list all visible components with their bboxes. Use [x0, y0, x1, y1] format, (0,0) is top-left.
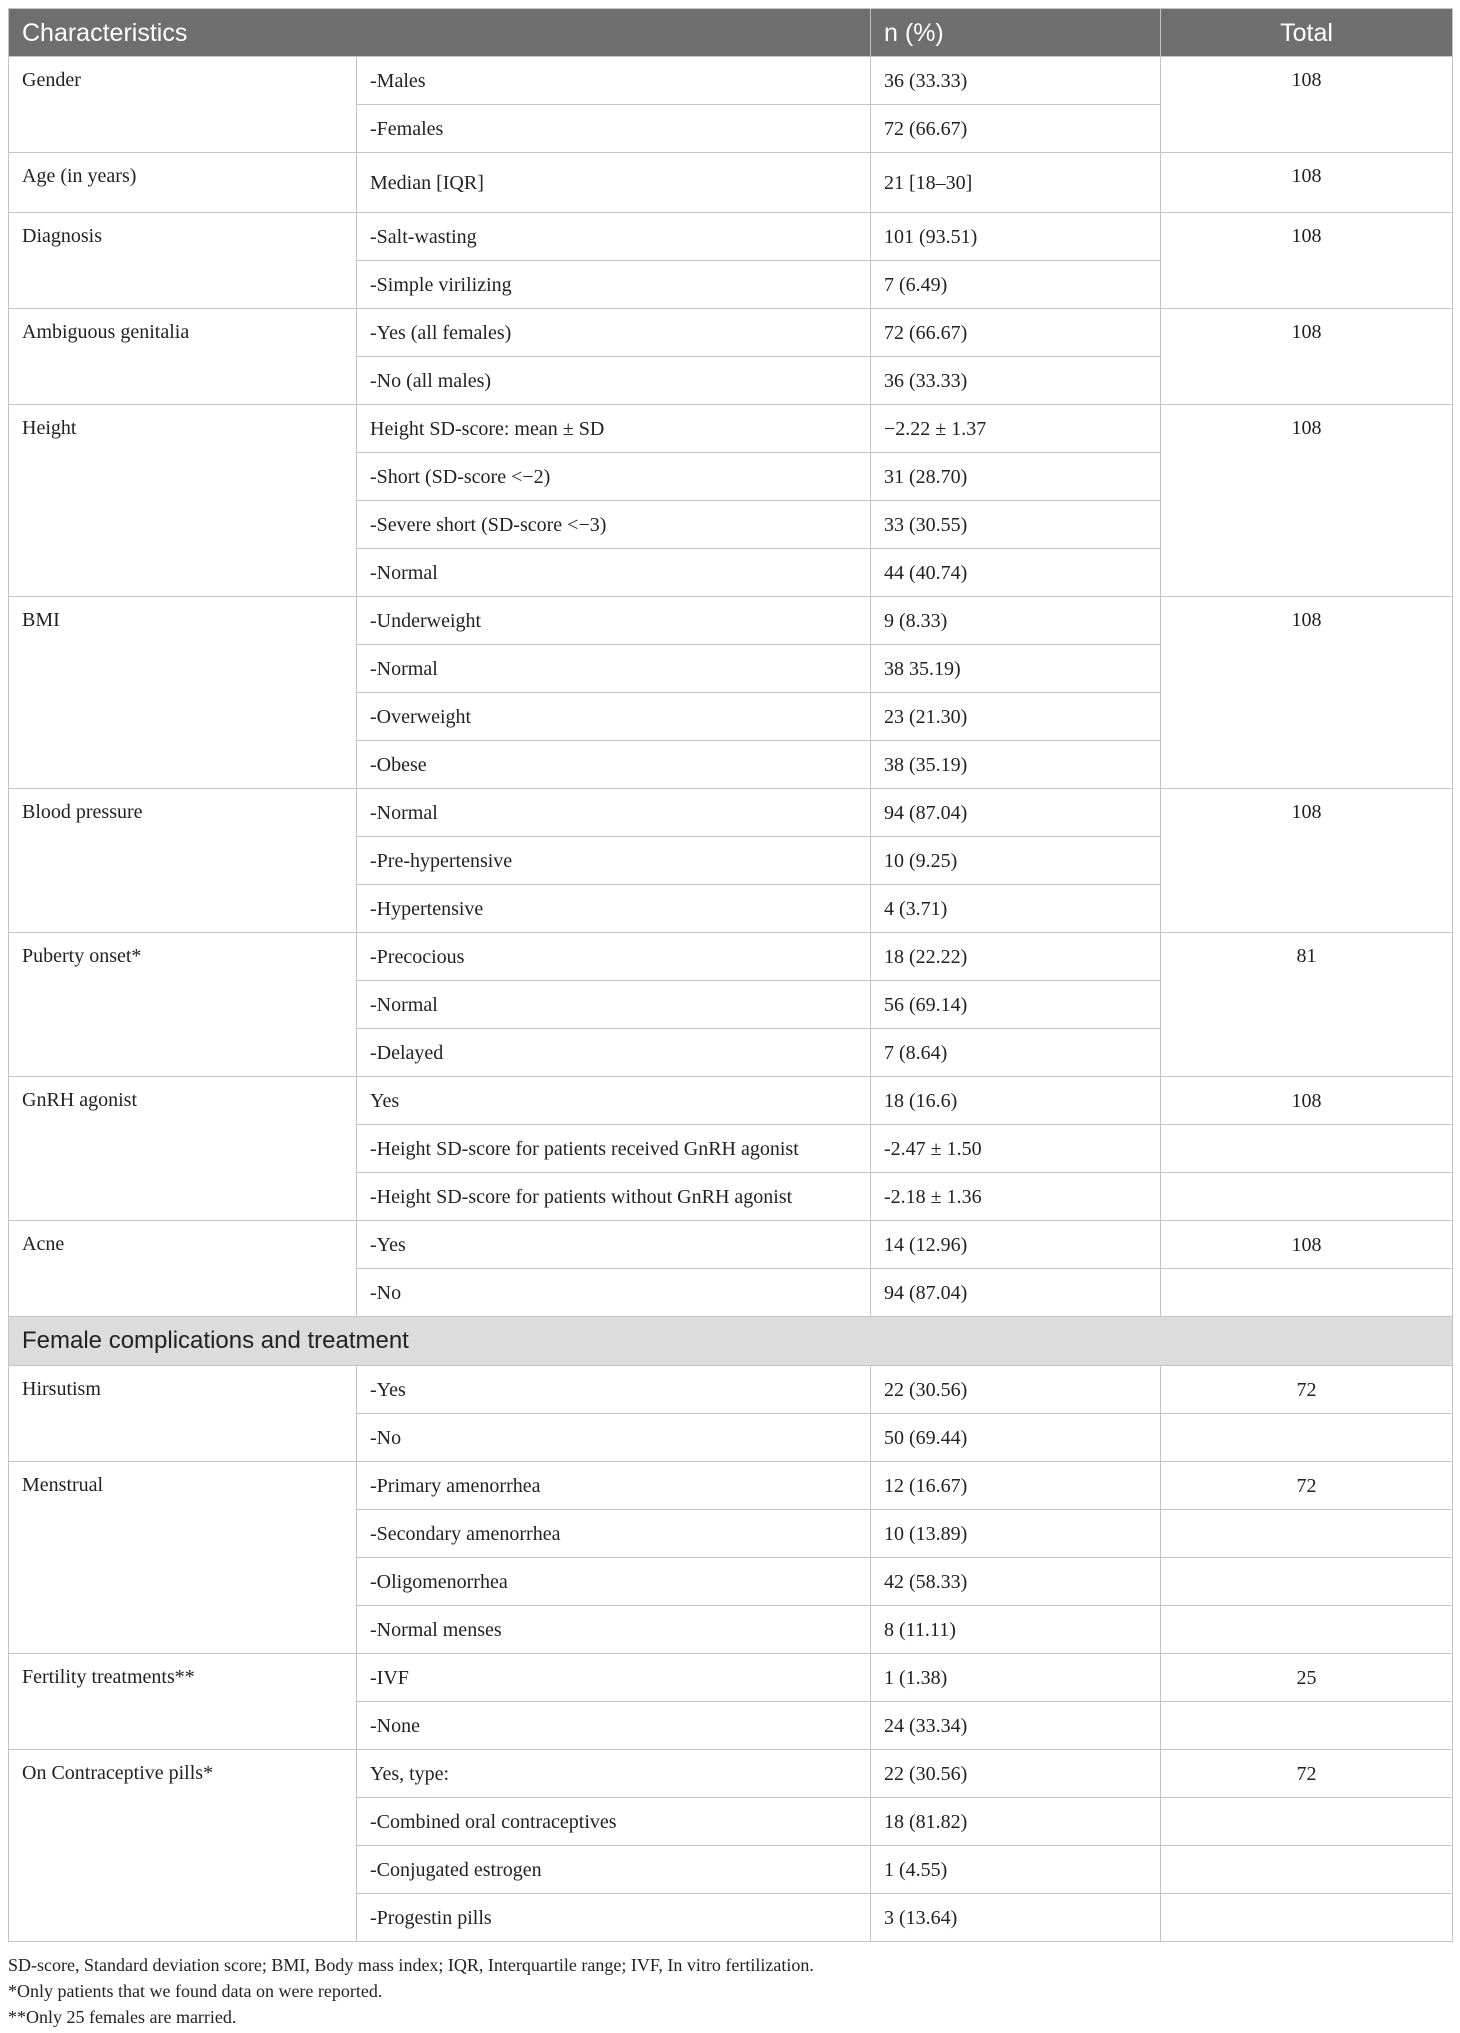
n-percent-cell: 1 (4.55)	[871, 1846, 1161, 1894]
total-cell	[1161, 1702, 1453, 1750]
n-percent-cell: 72 (66.67)	[871, 105, 1161, 153]
subcategory-cell: -Pre-hypertensive	[357, 837, 871, 885]
total-cell: 108	[1161, 309, 1453, 405]
n-percent-cell: 23 (21.30)	[871, 693, 1161, 741]
table-row	[9, 405, 1453, 453]
n-percent-cell: 24 (33.34)	[871, 1702, 1161, 1750]
characteristic-label: Puberty onset*	[9, 933, 357, 1077]
total-cell: 72	[1161, 1462, 1453, 1510]
header-total: Total	[1161, 9, 1453, 57]
n-percent-cell: 22 (30.56)	[871, 1750, 1161, 1798]
n-percent-cell: 18 (81.82)	[871, 1798, 1161, 1846]
n-percent-cell: 12 (16.67)	[871, 1462, 1161, 1510]
n-percent-cell: 36 (33.33)	[871, 57, 1161, 105]
subcategory-cell: -Simple virilizing	[357, 261, 871, 309]
n-percent-cell: 7 (6.49)	[871, 261, 1161, 309]
subcategory-cell: -Normal	[357, 549, 871, 597]
subcategory-cell: -Normal menses	[357, 1606, 871, 1654]
subcategory-cell: -IVF	[357, 1654, 871, 1702]
n-percent-cell: 18 (22.22)	[871, 933, 1161, 981]
table-row	[9, 597, 1453, 645]
table-row	[9, 1077, 1453, 1125]
table-row	[9, 153, 1453, 213]
subcategory-cell: -Normal	[357, 789, 871, 837]
table-header-row	[9, 9, 1453, 57]
characteristic-label: Diagnosis	[9, 213, 357, 309]
subcategory-cell: -Precocious	[357, 933, 871, 981]
n-percent-cell: 31 (28.70)	[871, 453, 1161, 501]
n-percent-cell: 44 (40.74)	[871, 549, 1161, 597]
characteristic-label: Fertility treatments**	[9, 1654, 357, 1750]
n-percent-cell: 1 (1.38)	[871, 1654, 1161, 1702]
characteristic-label: Gender	[9, 57, 357, 153]
subcategory-cell: -Females	[357, 105, 871, 153]
total-cell: 25	[1161, 1654, 1453, 1702]
total-cell	[1161, 1510, 1453, 1558]
characteristic-label: Ambiguous genitalia	[9, 309, 357, 405]
subcategory-cell: -Secondary amenorrhea	[357, 1510, 871, 1558]
n-percent-cell: 94 (87.04)	[871, 789, 1161, 837]
total-cell	[1161, 1125, 1453, 1173]
subcategory-cell: -No (all males)	[357, 357, 871, 405]
total-cell: 108	[1161, 213, 1453, 309]
n-percent-cell: 101 (93.51)	[871, 213, 1161, 261]
subcategory-cell: -Short (SD-score <−2)	[357, 453, 871, 501]
n-percent-cell: 56 (69.14)	[871, 981, 1161, 1029]
section-header-row	[9, 1317, 1453, 1366]
table-row	[9, 57, 1453, 105]
n-percent-cell: 38 35.19)	[871, 645, 1161, 693]
subcategory-cell: -Overweight	[357, 693, 871, 741]
characteristic-label: Menstrual	[9, 1462, 357, 1654]
section-title: Female complications and treatment	[9, 1317, 1453, 1366]
n-percent-cell: 10 (9.25)	[871, 837, 1161, 885]
subcategory-cell: -Yes (all females)	[357, 309, 871, 357]
table-container	[8, 8, 1452, 2030]
n-percent-cell: 21 [18–30]	[871, 153, 1161, 213]
characteristics-table	[8, 8, 1453, 1942]
total-cell	[1161, 1798, 1453, 1846]
total-cell: 108	[1161, 1077, 1453, 1125]
table-row	[9, 1750, 1453, 1798]
total-cell: 72	[1161, 1750, 1453, 1798]
table-row	[9, 309, 1453, 357]
n-percent-cell: 50 (69.44)	[871, 1414, 1161, 1462]
subcategory-cell: -None	[357, 1702, 871, 1750]
subcategory-cell: -Underweight	[357, 597, 871, 645]
n-percent-cell: -2.18 ± 1.36	[871, 1173, 1161, 1221]
subcategory-cell: -Hypertensive	[357, 885, 871, 933]
characteristic-label: Acne	[9, 1221, 357, 1317]
total-cell	[1161, 1173, 1453, 1221]
subcategory-cell: -No	[357, 1414, 871, 1462]
total-cell: 108	[1161, 789, 1453, 933]
n-percent-cell: 9 (8.33)	[871, 597, 1161, 645]
n-percent-cell: 3 (13.64)	[871, 1894, 1161, 1942]
table-row	[9, 1221, 1453, 1269]
n-percent-cell: 36 (33.33)	[871, 357, 1161, 405]
n-percent-cell: 22 (30.56)	[871, 1366, 1161, 1414]
total-cell	[1161, 1414, 1453, 1462]
n-percent-cell: 14 (12.96)	[871, 1221, 1161, 1269]
total-cell: 108	[1161, 57, 1453, 153]
subcategory-cell: -Normal	[357, 645, 871, 693]
characteristic-label: Blood pressure	[9, 789, 357, 933]
subcategory-cell: -Combined oral contraceptives	[357, 1798, 871, 1846]
characteristic-label: Height	[9, 405, 357, 597]
subcategory-cell: Yes, type:	[357, 1750, 871, 1798]
table-row	[9, 789, 1453, 837]
n-percent-cell: −2.22 ± 1.37	[871, 405, 1161, 453]
characteristic-label: On Contraceptive pills*	[9, 1750, 357, 1942]
characteristic-label: BMI	[9, 597, 357, 789]
total-cell: 108	[1161, 405, 1453, 597]
total-cell: 108	[1161, 597, 1453, 789]
footnote-double-asterisk: **Only 25 females are married.	[8, 2007, 237, 2027]
subcategory-cell: -Conjugated estrogen	[357, 1846, 871, 1894]
table-body	[9, 57, 1453, 1942]
header-characteristics: Characteristics	[9, 9, 871, 57]
subcategory-cell: -No	[357, 1269, 871, 1317]
characteristic-label: Age (in years)	[9, 153, 357, 213]
subcategory-cell: -Severe short (SD-score <−3)	[357, 501, 871, 549]
total-cell: 81	[1161, 933, 1453, 1077]
subcategory-cell: -Yes	[357, 1366, 871, 1414]
n-percent-cell: 4 (3.71)	[871, 885, 1161, 933]
total-cell	[1161, 1894, 1453, 1942]
subcategory-cell: Height SD-score: mean ± SD	[357, 405, 871, 453]
characteristic-label: Hirsutism	[9, 1366, 357, 1462]
table-row	[9, 1462, 1453, 1510]
table-row	[9, 1366, 1453, 1414]
total-cell: 108	[1161, 1221, 1453, 1269]
subcategory-cell: -Height SD-score for patients received GnRH agonist	[357, 1125, 871, 1173]
n-percent-cell: -2.47 ± 1.50	[871, 1125, 1161, 1173]
subcategory-cell: -Males	[357, 57, 871, 105]
n-percent-cell: 42 (58.33)	[871, 1558, 1161, 1606]
n-percent-cell: 18 (16.6)	[871, 1077, 1161, 1125]
footnote-abbreviations: SD-score, Standard deviation score; BMI, Body mass index; IQR, Interquartile range; IVF, In vitro fertilization.	[8, 1955, 814, 1975]
n-percent-cell: 10 (13.89)	[871, 1510, 1161, 1558]
subcategory-cell: -Oligomenorrhea	[357, 1558, 871, 1606]
table-row	[9, 213, 1453, 261]
subcategory-cell: Median [IQR]	[357, 153, 871, 213]
n-percent-cell: 7 (8.64)	[871, 1029, 1161, 1077]
subcategory-cell: -Salt-wasting	[357, 213, 871, 261]
n-percent-cell: 72 (66.67)	[871, 309, 1161, 357]
n-percent-cell: 8 (11.11)	[871, 1606, 1161, 1654]
subcategory-cell: -Obese	[357, 741, 871, 789]
n-percent-cell: 94 (87.04)	[871, 1269, 1161, 1317]
n-percent-cell: 33 (30.55)	[871, 501, 1161, 549]
footnotes	[8, 1952, 1452, 2030]
total-cell	[1161, 1606, 1453, 1654]
characteristic-label: GnRH agonist	[9, 1077, 357, 1221]
table-row	[9, 933, 1453, 981]
total-cell	[1161, 1269, 1453, 1317]
subcategory-cell: -Progestin pills	[357, 1894, 871, 1942]
subcategory-cell: -Delayed	[357, 1029, 871, 1077]
total-cell	[1161, 1558, 1453, 1606]
footnote-single-asterisk: *Only patients that we found data on were reported.	[8, 1981, 383, 2001]
subcategory-cell: -Height SD-score for patients without GnRH agonist	[357, 1173, 871, 1221]
table-row	[9, 1654, 1453, 1702]
total-cell: 72	[1161, 1366, 1453, 1414]
header-n-percent: n (%)	[871, 9, 1161, 57]
subcategory-cell: -Primary amenorrhea	[357, 1462, 871, 1510]
subcategory-cell: -Yes	[357, 1221, 871, 1269]
total-cell: 108	[1161, 153, 1453, 213]
n-percent-cell: 38 (35.19)	[871, 741, 1161, 789]
subcategory-cell: -Normal	[357, 981, 871, 1029]
subcategory-cell: Yes	[357, 1077, 871, 1125]
total-cell	[1161, 1846, 1453, 1894]
